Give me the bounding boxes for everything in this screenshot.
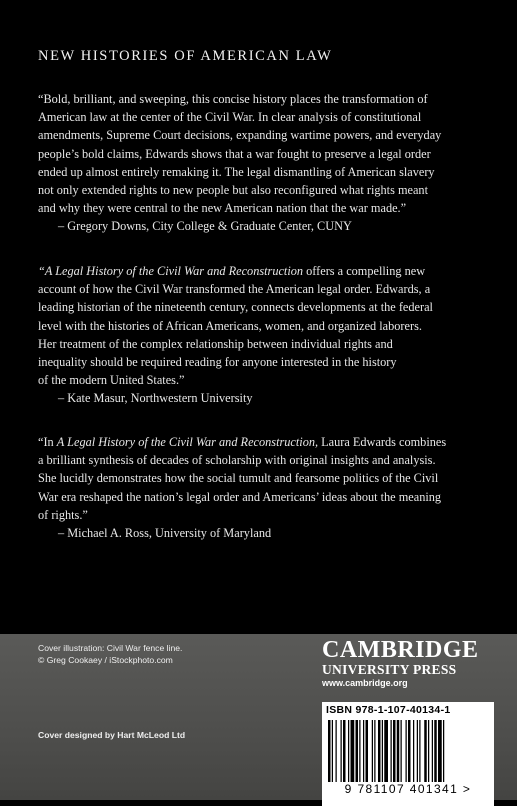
isbn-text: ISBN 978-1-107-40134-1	[326, 704, 451, 716]
blurb-line: not only extended rights to new people but also reconfigured what rights meant	[38, 183, 428, 198]
blurb-line: of rights.”	[38, 507, 88, 522]
barcode-bars	[328, 720, 488, 782]
blurb-line	[38, 433, 493, 451]
blurb-line: “Bold, brilliant, and sweeping, this concise history places the transformation of	[38, 92, 428, 106]
blurb-line-lead: “In	[38, 435, 57, 449]
blurb-line: people’s bold claims, Edwards shows that a war fought to preserve a legal order	[38, 146, 431, 161]
blurb-line: amendments, Supreme Court decisions, expanding wartime powers, and everyday	[38, 128, 442, 143]
publisher-url: www.cambridge.org	[322, 678, 408, 688]
blurb-attribution: – Gregory Downs, City College & Graduate Center, CUNY	[58, 219, 352, 234]
book-title-italic: A Legal History of the Civil War and Reconstruction,	[56, 435, 319, 449]
publisher-logo	[322, 638, 479, 690]
blurb-line: She lucidly demonstrates how the social tumult and fearsome politics of the Civil	[38, 471, 439, 486]
blurb-line: a brilliant synthesis of decades of scholarship with original insights and analysis.	[38, 453, 436, 468]
blurb-line-rest: Laura Edwards combines	[318, 435, 447, 449]
blurb-line: of the modern United States.”	[38, 373, 185, 388]
blurb-line: and why they were central to the new American nation that the war made.”	[38, 201, 407, 216]
blurb-line: War era reshaped the nation’s legal order and Americans’ ideas about the meaning	[38, 489, 442, 504]
blurb-line: account of how the Civil War transformed the American legal order. Edwards, a	[38, 282, 431, 297]
blurb-attribution: – Kate Masur, Northwestern University	[58, 391, 253, 406]
footer-band	[0, 634, 517, 800]
isbn-barcode	[322, 702, 494, 806]
blurb-line: Her treatment of the complex relationship between individual rights and	[38, 336, 393, 351]
book-title-italic: “A Legal History of the Civil War and Reconstruction	[38, 264, 304, 278]
series-title: NEW HISTORIES OF AMERICAN LAW	[38, 48, 333, 64]
blurb-line: American law at the center of the Civil War. In clear analysis of constitutional	[38, 110, 422, 125]
cover-design-credit: Cover designed by Hart McLeod Ltd	[38, 730, 186, 740]
publisher-press: UNIVERSITY PRESS	[322, 662, 457, 677]
blurb-line-rest: offers a compelling new	[303, 264, 426, 278]
blurb-kate-masur	[38, 262, 493, 408]
publisher-name: CAMBRIDGE	[322, 637, 479, 663]
barcode-digits: 9 781107 401341 >	[344, 782, 472, 796]
cover-illustration-credit: Cover illustration: Civil War fence line.	[38, 643, 183, 653]
blurb-attribution: – Michael A. Ross, University of Maryland	[58, 526, 272, 541]
blurb-michael-ross	[38, 433, 493, 542]
blurb-line	[38, 262, 493, 280]
blurb-gregory-downs	[38, 90, 493, 236]
blurb-line: leading historian of the nineteenth century, connects developments at the federal	[38, 300, 433, 315]
blurb-line: inequality should be required reading for anyone interested in the history	[38, 355, 397, 370]
blurb-line: level with the histories of African Americans, women, and organized laborers.	[38, 318, 422, 333]
copyright-credit: © Greg Cookaey / iStockphoto.com	[38, 655, 173, 665]
blurb-line: ended up almost entirely remaking it. The legal dismantling of American slavery	[38, 164, 435, 179]
